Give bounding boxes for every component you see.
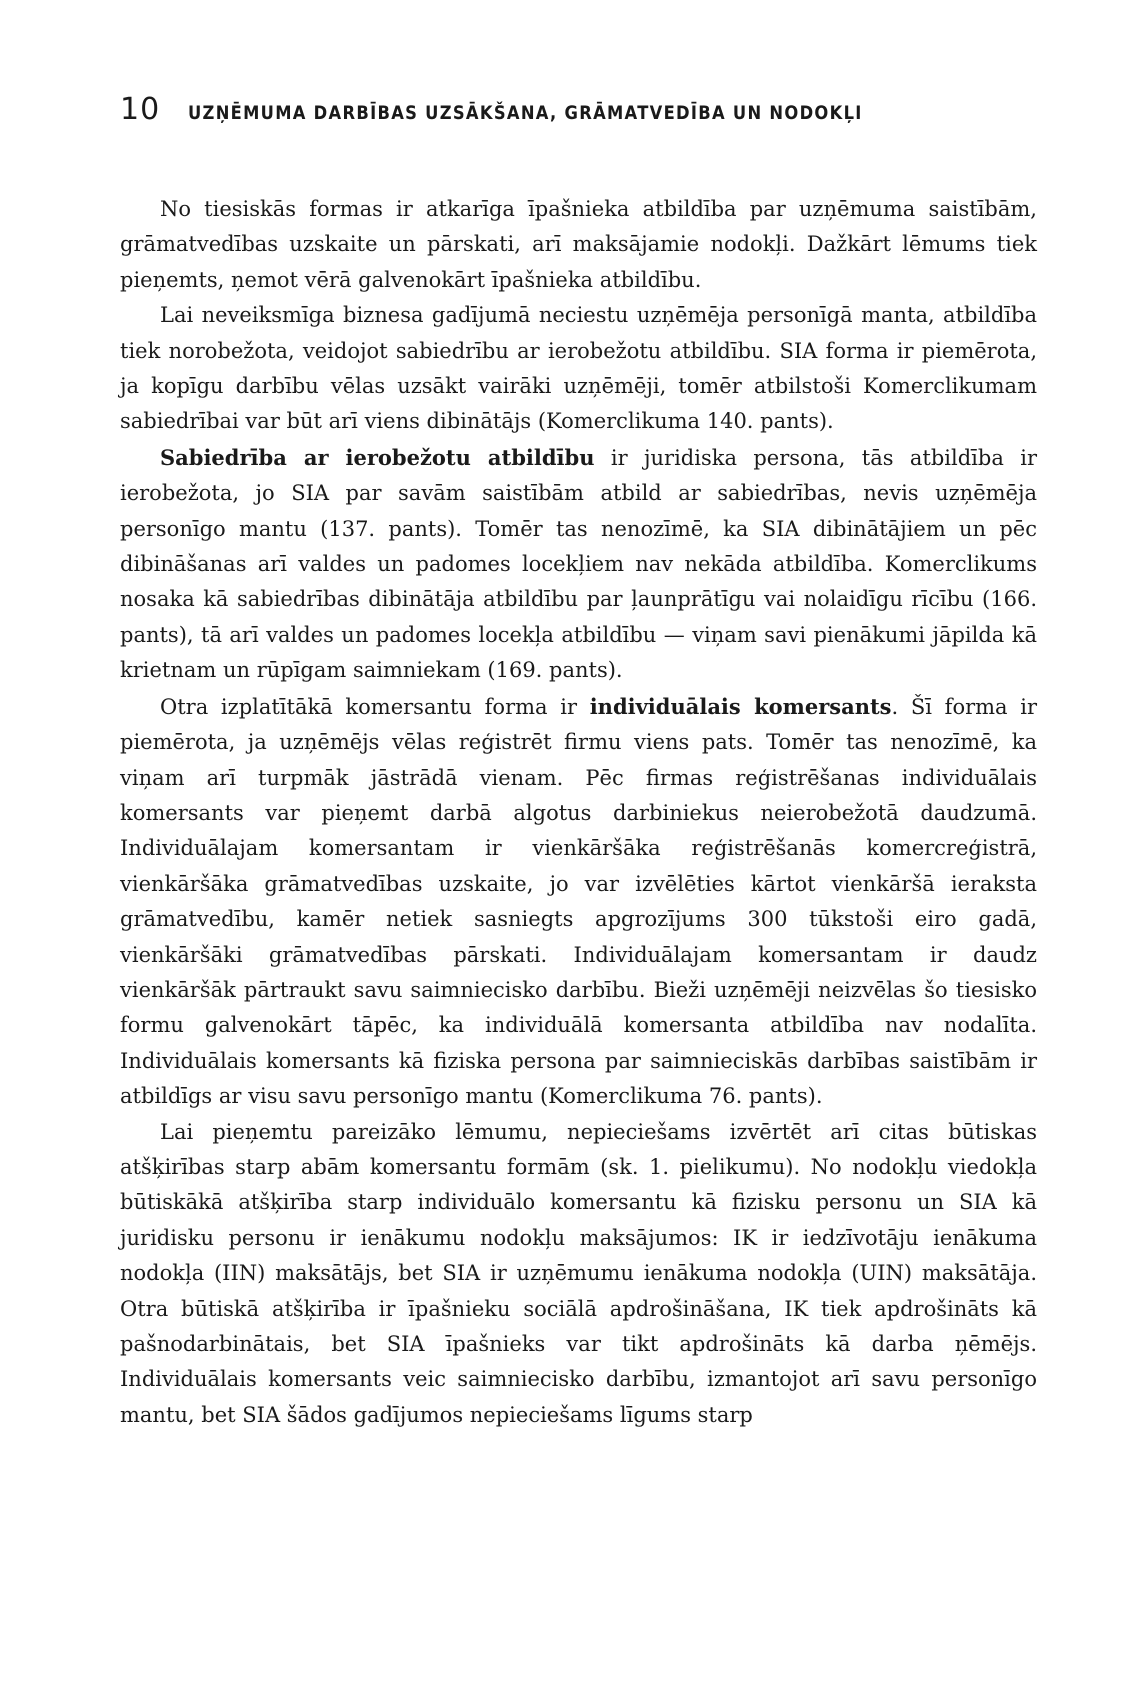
term-individual-merchant: individuālais komersants [589,693,892,719]
term-sia: Sabiedrība ar ierobežotu atbildību [160,444,595,470]
page-number: 10 [120,92,161,127]
paragraph-3 [120,440,1037,689]
page-header [120,92,1040,127]
paragraph-text: . Šī forma ir piemērota, ja uzņēmējs vēlas reģistrēt firmu viens pats. Tomēr tas nenozīmē, ka viņam arī turpmāk jāstrādā vienam. Pēc firmas reģistrēšanas individuālais komersants var pieņemt darbā algotus darbiniekus neierobežotā daudzumā. Individuālajam komersantam ir vienkāršāka reģistrēšanās komercreģistrā, vienkāršāka grāmatvedības uzskaite, jo var izvēlēties kārtot vienkāršā ieraksta grāmatvedību, kamēr netiek sasniegts apgrozījums 300 tūkstoši eiro gadā, vienkāršāki grāmatvedības pārskati. Individuālajam komersantam ir daudz vienkāršāk pārtraukt savu saimniecisko darbību. Bieži uzņēmēji neizvēlas šo tiesisko formu galvenokārt tāpēc, ka individuālā komersanta atbildība nav nodalīta. Individuālais komersants kā fiziska persona par saimnieciskās darbības saistībām ir atbildīgs ar visu savu personīgo mantu (Komerclikuma 76. pants). [120,694,1038,1109]
paragraph-text: ir juridiska persona, tās atbildība ir ierobežota, jo SIA par savām saistībām atbild ar sabiedrības, nevis uzņēmēja personīgo mantu (137. pants). Tomēr tas nenozīmē, ka SIA dibinātājiem un pēc dibināšanas arī valdes un padomes locekļiem nav nekāda atbildība. Komerclikums nosaka kā sabiedrības dibinātāja atbildību par ļaunprātīgu vai nolaidīgu rīcību (166. pants), tā arī valdes un padomes locekļa atbildību — viņam savi pienākumi jāpilda kā krietnam un rūpīgam saimniekam (169. pants). [120,445,1038,683]
paragraph-text-lead: Otra izplatītākā komersantu forma ir [160,694,590,719]
paragraph-text: Lai pieņemtu pareizāko lēmumu, nepieciešams izvērtēt arī citas būtiskas atšķirības starp abām komersantu formām (sk. 1. pielikumu). No nodokļu viedokļa būtiskākā atšķirība starp individuālo komersantu kā fizisku personu un SIA kā juridisku personu ir ienākumu nodokļu maksājumos: IK ir iedzīvotāju ienākuma nodokļa (IIN) maksātājs, bet SIA ir uzņēmumu ienākuma nodokļa (UIN) maksātāja. Otra būtiskā atšķirība ir īpašnieku sociālā apdrošināšana, IK tiek apdrošināts kā pašnodarbinātais, bet SIA īpašnieks var tikt apdrošināts kā darba ņēmējs. Individuālais komersants veic saimniecisko darbību, izmantojot arī savu personīgo mantu, bet SIA šādos gadījumos nepieciešams līgums starp [120,1119,1037,1427]
paragraph-2 [120,298,1037,440]
paragraph-text: No tiesiskās formas ir atkarīga īpašnieka atbildība par uzņēmuma saistībām, grāmatvedības uzskaite un pārskati, arī maksājamie nodokļi. Dažkārt lēmums tiek pieņemts, ņemot vērā galvenokārt īpašnieka atbildību. [120,197,1037,292]
running-title: UZŅĒMUMA DARBĪBAS UZSĀKŠANA, GRĀMATVEDĪBA UN NODOKĻI [188,102,863,124]
paragraph-4 [120,689,1037,1115]
paragraph-1 [120,192,1037,298]
body-text [120,192,1037,1433]
paragraph-5 [120,1115,1037,1434]
paragraph-text: Lai neveiksmīga biznesa gadījumā neciestu uzņēmēja personīgā manta, atbildība tiek norobežota, veidojot sabiedrību ar ierobežotu atbildību. SIA forma ir piemērota, ja kopīgu darbību vēlas uzsākt vairāki uzņēmēji, tomēr atbilstoši Komerclikumam sabiedrībai var būt arī viens dibinātājs (Komerclikuma 140. pants). [120,303,1037,434]
